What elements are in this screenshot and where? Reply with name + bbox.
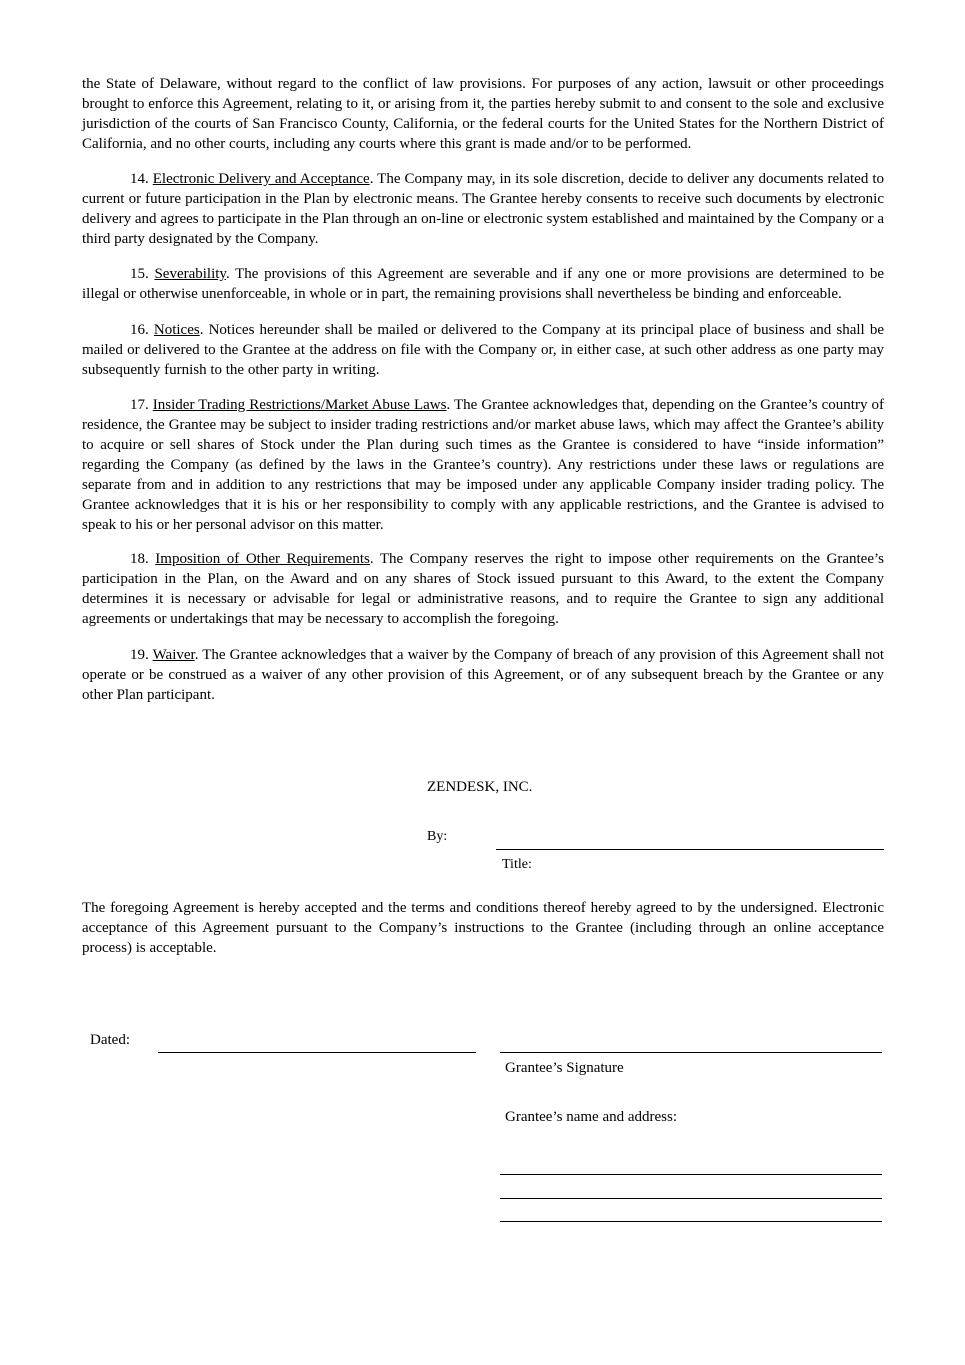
section-16 bbox=[82, 320, 884, 380]
section-14 bbox=[82, 169, 884, 249]
title-label: Title: bbox=[502, 857, 532, 872]
section-16-heading: Notices bbox=[153, 322, 200, 338]
section-16-number: 16. bbox=[130, 322, 149, 338]
section-18-body: . The Company reserves the right to impose other requirements on the Grantee’s participation in the Plan, on the Award and on any shares of Stock issued pursuant to this Award, to the extent the Company determines it is necessary or advisable for legal or administrative reasons, and to require the Grantee to sign any additional agreements or undertakings that may be necessary to accomplish the foregoing. bbox=[82, 551, 884, 627]
section-17-heading: Insider Trading Restrictions/Market Abuse Laws bbox=[152, 397, 447, 413]
section-19-heading: Waiver bbox=[152, 647, 195, 663]
address-line-3[interactable] bbox=[500, 1221, 882, 1222]
address-line-2[interactable] bbox=[500, 1198, 882, 1199]
grantee-name-address-label: Grantee’s name and address: bbox=[505, 1109, 678, 1125]
section-16-body: . Notices hereunder shall be mailed or delivered to the Company at its principal place of business and shall be mailed or delivered to the Grantee at the address on file with the Company or, in either case, at such other address as one party may subsequently furnish to the other party in writing. bbox=[82, 322, 885, 378]
section-17 bbox=[82, 395, 884, 535]
acceptance-paragraph: The foregoing Agreement is hereby accepted and the terms and conditions thereof hereby agreed to by the undersigned. Electronic acceptance of this Agreement pursuant to the Company’s instructions to the Grantee (including through an online acceptance process) is acceptable. bbox=[82, 900, 884, 956]
section-19 bbox=[82, 645, 884, 705]
section-19-number: 19. bbox=[130, 647, 149, 663]
section-17-number: 17. bbox=[130, 397, 149, 413]
section-14-body: . The Company may, in its sole discretion, decide to deliver any documents related to current or future participation in the Plan by electronic means. The Grantee hereby consents to receive such documents by electronic delivery and agrees to participate in the Plan through an on-line or electronic system established and maintained by the Company or a third party designated by the Company. bbox=[82, 171, 885, 247]
section-15 bbox=[82, 264, 884, 304]
dated-label: Dated: bbox=[90, 1032, 130, 1048]
section-17-body: . The Grantee acknowledges that, depending on the Grantee’s country of residence, the Grantee may be subject to insider trading restrictions and/or market abuse laws, which may affect the Grantee’s ability to acquire or sell shares of Stock under the Plan during such times as the Grantee is considered to have “inside information” regarding the Company (as defined by the laws in the Grantee’s country). Any restrictions under these laws or regulations are separate from and in addition to any restrictions that may be imposed under any applicable Company insider trading policy. The Grantee acknowledges that it is his or her responsibility to comply with any applicable restrictions, and the Grantee is advised to speak to his or her personal advisor on this matter. bbox=[82, 397, 884, 533]
section-18 bbox=[82, 549, 884, 629]
section-18-number: 18. bbox=[130, 551, 149, 567]
company-signature-line[interactable] bbox=[496, 849, 884, 850]
section-19-body: . The Grantee acknowledges that a waiver by the Company of breach of any provision of this Agreement shall not operate or be construed as a waiver of any other provision of this Agreement, or of any subsequent breach by the Grantee or any other Plan participant. bbox=[82, 647, 885, 703]
by-label: By: bbox=[427, 829, 448, 844]
company-name: ZENDESK, INC. bbox=[427, 779, 533, 795]
address-line-1[interactable] bbox=[500, 1174, 882, 1175]
section-18-heading: Imposition of Other Requirements bbox=[155, 551, 370, 567]
date-line[interactable] bbox=[158, 1052, 476, 1053]
section-13-continuation: the State of Delaware, without regard to the conflict of law provisions. For purposes of any action, lawsuit or other proceedings brought to enforce this Agreement, relating to it, or arising from it, the parties hereby submit to and consent to the sole and exclusive jurisdiction of the courts of San Francisco County, California, or the federal courts for the United States for the Northern District of California, and no other courts, including any courts where this grant is made and/or to be performed. bbox=[82, 76, 884, 152]
grantee-signature-line[interactable] bbox=[500, 1052, 882, 1053]
section-15-body: . The provisions of this Agreement are severable and if any one or more provisions are determined to be illegal or otherwise unenforceable, in whole or in part, the remaining provisions shall nevertheless be binding and enforceable. bbox=[82, 266, 884, 302]
section-15-number: 15. bbox=[130, 266, 149, 282]
section-14-heading: Electronic Delivery and Acceptance bbox=[152, 171, 370, 187]
section-14-number: 14. bbox=[130, 171, 149, 187]
grantee-signature-label: Grantee’s Signature bbox=[505, 1060, 624, 1076]
section-15-heading: Severability bbox=[154, 266, 226, 282]
